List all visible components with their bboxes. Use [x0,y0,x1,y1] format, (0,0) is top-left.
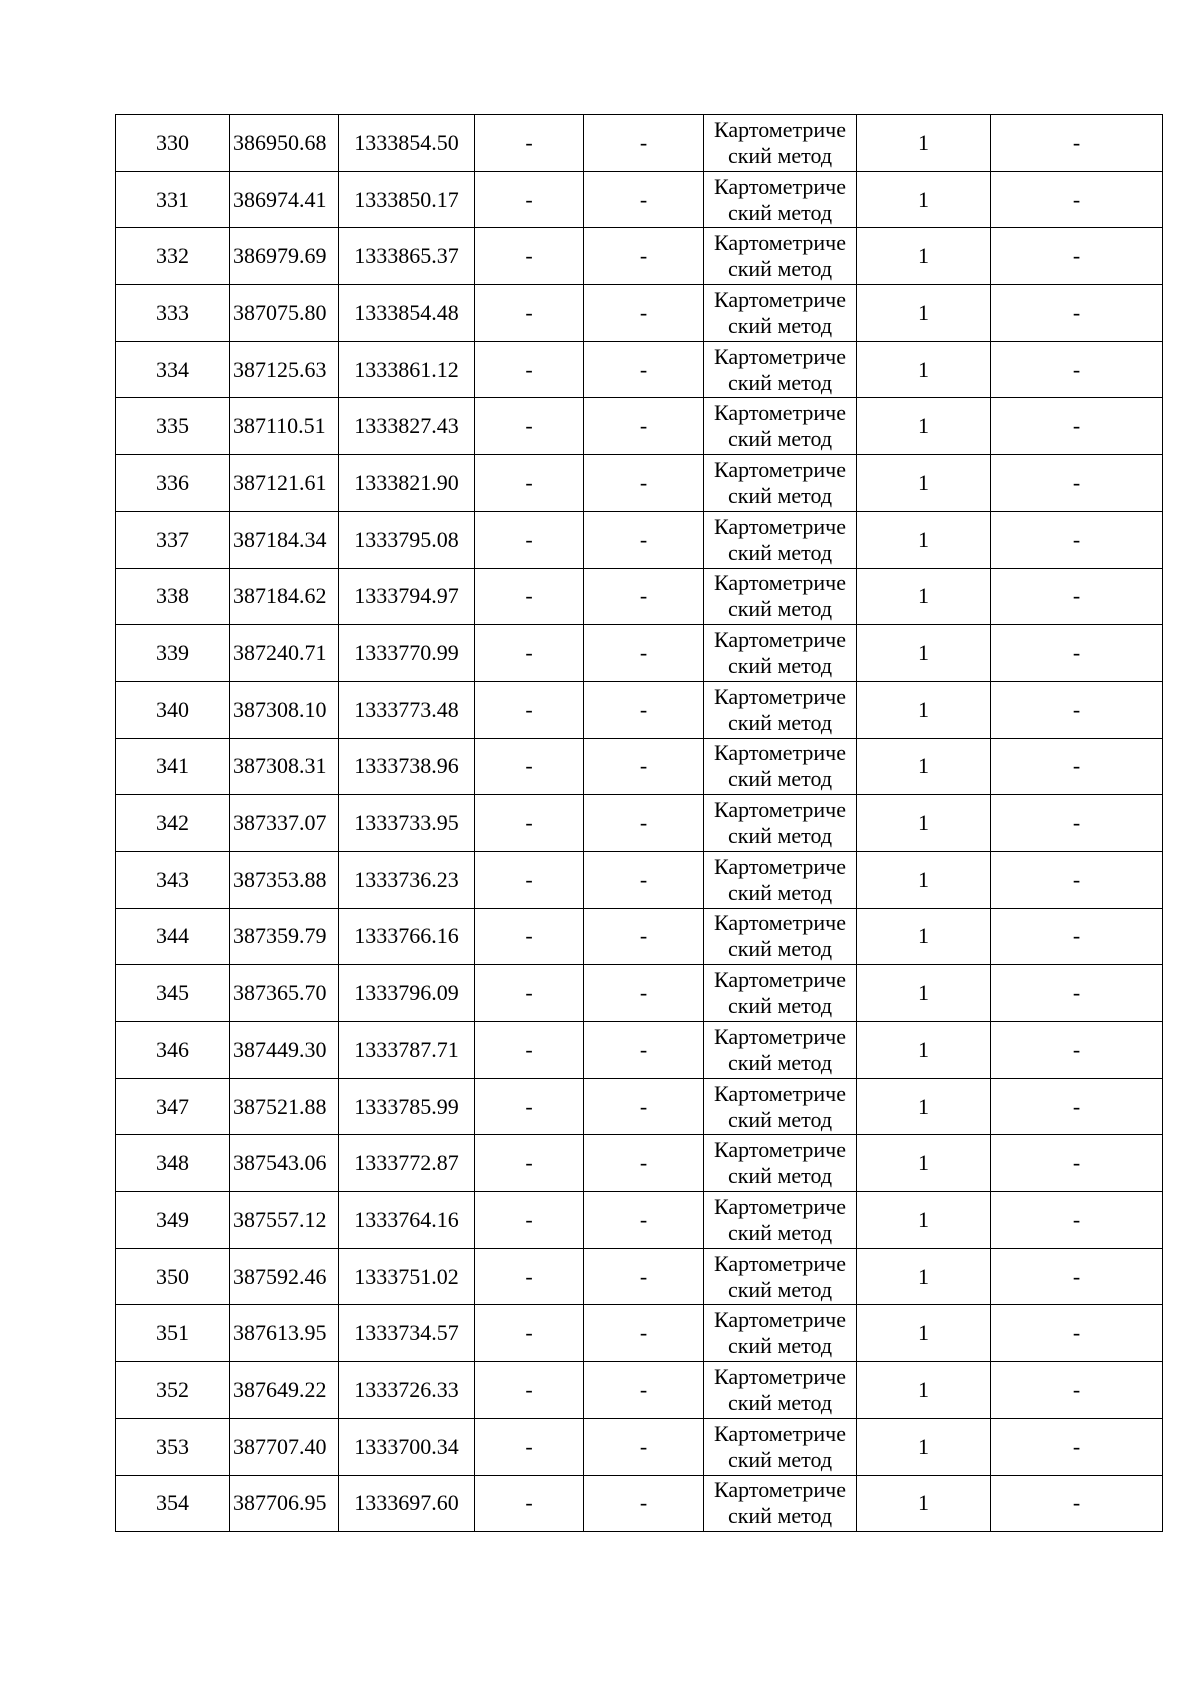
y-coordinate-cell: 1333821.90 [339,455,475,512]
table-row [116,1078,1163,1135]
method-cell [704,1248,857,1305]
point-number-cell: 335 [116,398,230,455]
dash-cell: - [475,1078,584,1135]
point-number-cell: 336 [116,455,230,512]
method-line-2: ский метод [727,1333,833,1359]
method-line-2: ский метод [727,1106,833,1132]
dash-cell: - [584,1022,704,1079]
dash-cell: - [991,738,1163,795]
dash-cell: - [475,228,584,285]
accuracy-cell: 1 [857,1305,991,1362]
accuracy-cell: 1 [857,1135,991,1192]
x-coordinate-cell: 387592.46 [230,1248,339,1305]
table-row [116,228,1163,285]
accuracy-cell: 1 [857,115,991,172]
method-line-1: Картометриче [714,456,846,482]
method-line-1: Картометриче [714,1420,846,1446]
dash-cell: - [584,285,704,342]
table-row [116,1192,1163,1249]
y-coordinate-cell: 1333785.99 [339,1078,475,1135]
table-row [116,965,1163,1022]
point-number-cell: 333 [116,285,230,342]
point-number-cell: 352 [116,1362,230,1419]
method-line-2: ский метод [727,709,833,735]
dash-cell: - [475,738,584,795]
y-coordinate-cell: 1333697.60 [339,1475,475,1532]
y-coordinate-cell: 1333787.71 [339,1022,475,1079]
method-line-2: ский метод [727,369,833,395]
y-coordinate-cell: 1333854.48 [339,285,475,342]
x-coordinate-cell: 387121.61 [230,455,339,512]
point-number-cell: 350 [116,1248,230,1305]
point-number-cell: 348 [116,1135,230,1192]
accuracy-cell: 1 [857,795,991,852]
method-line-1: Картометриче [714,740,846,766]
method-cell [704,795,857,852]
method-line-2: ский метод [727,1219,833,1245]
method-line-1: Картометриче [714,343,846,369]
method-line-2: ский метод [727,426,833,452]
method-cell [704,625,857,682]
method-line-1: Картометриче [714,116,846,142]
dash-cell: - [991,568,1163,625]
point-number-cell: 346 [116,1022,230,1079]
method-cell [704,115,857,172]
table-body [116,115,1163,1532]
point-number-cell: 343 [116,851,230,908]
method-cell [704,1418,857,1475]
dash-cell: - [475,625,584,682]
dash-cell: - [991,681,1163,738]
method-line-1: Картометриче [714,1307,846,1333]
method-line-1: Картометриче [714,1250,846,1276]
y-coordinate-cell: 1333865.37 [339,228,475,285]
method-cell [704,285,857,342]
dash-cell: - [584,511,704,568]
method-line-2: ский метод [727,1276,833,1302]
dash-cell: - [991,1022,1163,1079]
x-coordinate-cell: 387110.51 [230,398,339,455]
dash-cell: - [584,1135,704,1192]
method-line-2: ский метод [727,482,833,508]
dash-cell: - [584,1418,704,1475]
table-row [116,795,1163,852]
method-line-2: ский метод [727,1389,833,1415]
dash-cell: - [475,1418,584,1475]
dash-cell: - [475,285,584,342]
method-line-1: Картометриче [714,570,846,596]
dash-cell: - [584,398,704,455]
table-row [116,1418,1163,1475]
dash-cell: - [991,511,1163,568]
table-row [116,285,1163,342]
method-line-2: ский метод [727,879,833,905]
method-cell [704,681,857,738]
dash-cell: - [584,455,704,512]
accuracy-cell: 1 [857,965,991,1022]
y-coordinate-cell: 1333854.50 [339,115,475,172]
method-line-1: Картометриче [714,910,846,936]
dash-cell: - [584,625,704,682]
table-row [116,1305,1163,1362]
accuracy-cell: 1 [857,1078,991,1135]
dash-cell: - [584,341,704,398]
dash-cell: - [584,738,704,795]
x-coordinate-cell: 387125.63 [230,341,339,398]
x-coordinate-cell: 386979.69 [230,228,339,285]
table-row [116,625,1163,682]
method-line-1: Картометриче [714,286,846,312]
accuracy-cell: 1 [857,1248,991,1305]
y-coordinate-cell: 1333700.34 [339,1418,475,1475]
dash-cell: - [584,568,704,625]
dash-cell: - [584,1078,704,1135]
x-coordinate-cell: 387075.80 [230,285,339,342]
accuracy-cell: 1 [857,568,991,625]
table-row [116,681,1163,738]
table-row [116,511,1163,568]
method-cell [704,965,857,1022]
dash-cell: - [475,1135,584,1192]
method-cell [704,228,857,285]
method-cell [704,1475,857,1532]
point-number-cell: 344 [116,908,230,965]
dash-cell: - [475,1475,584,1532]
method-line-2: ский метод [727,142,833,168]
dash-cell: - [475,171,584,228]
method-cell [704,568,857,625]
accuracy-cell: 1 [857,228,991,285]
dash-cell: - [991,1475,1163,1532]
dash-cell: - [475,455,584,512]
method-line-1: Картометриче [714,797,846,823]
y-coordinate-cell: 1333772.87 [339,1135,475,1192]
table-row [116,341,1163,398]
table-row [116,171,1163,228]
accuracy-cell: 1 [857,851,991,908]
method-cell [704,171,857,228]
table-row [116,908,1163,965]
method-line-2: ский метод [727,1446,833,1472]
accuracy-cell: 1 [857,398,991,455]
dash-cell: - [584,908,704,965]
table-row [116,851,1163,908]
dash-cell: - [475,1362,584,1419]
dash-cell: - [991,625,1163,682]
point-number-cell: 340 [116,681,230,738]
y-coordinate-cell: 1333827.43 [339,398,475,455]
method-cell [704,738,857,795]
dash-cell: - [475,908,584,965]
method-cell [704,1022,857,1079]
x-coordinate-cell: 387706.95 [230,1475,339,1532]
y-coordinate-cell: 1333764.16 [339,1192,475,1249]
y-coordinate-cell: 1333773.48 [339,681,475,738]
method-cell [704,1078,857,1135]
method-line-2: ский метод [727,993,833,1019]
method-line-2: ский метод [727,766,833,792]
point-number-cell: 337 [116,511,230,568]
table-row [116,738,1163,795]
point-number-cell: 332 [116,228,230,285]
dash-cell: - [584,1475,704,1532]
coordinates-table [115,114,1163,1532]
method-cell [704,398,857,455]
method-line-2: ский метод [727,823,833,849]
dash-cell: - [991,1418,1163,1475]
y-coordinate-cell: 1333795.08 [339,511,475,568]
dash-cell: - [475,1192,584,1249]
x-coordinate-cell: 386974.41 [230,171,339,228]
dash-cell: - [991,1305,1163,1362]
method-line-1: Картометриче [714,513,846,539]
method-line-1: Картометриче [714,1193,846,1219]
dash-cell: - [475,965,584,1022]
point-number-cell: 354 [116,1475,230,1532]
dash-cell: - [991,285,1163,342]
table-row [116,455,1163,512]
dash-cell: - [991,115,1163,172]
accuracy-cell: 1 [857,738,991,795]
y-coordinate-cell: 1333736.23 [339,851,475,908]
dash-cell: - [991,1362,1163,1419]
method-line-1: Картометриче [714,683,846,709]
x-coordinate-cell: 387649.22 [230,1362,339,1419]
x-coordinate-cell: 387184.34 [230,511,339,568]
point-number-cell: 353 [116,1418,230,1475]
point-number-cell: 345 [116,965,230,1022]
method-cell [704,1192,857,1249]
table-row [116,568,1163,625]
accuracy-cell: 1 [857,681,991,738]
dash-cell: - [584,681,704,738]
point-number-cell: 330 [116,115,230,172]
dash-cell: - [991,1135,1163,1192]
dash-cell: - [475,795,584,852]
method-line-1: Картометриче [714,627,846,653]
point-number-cell: 339 [116,625,230,682]
y-coordinate-cell: 1333861.12 [339,341,475,398]
point-number-cell: 341 [116,738,230,795]
dash-cell: - [475,851,584,908]
method-cell [704,1362,857,1419]
dash-cell: - [475,568,584,625]
method-cell [704,908,857,965]
dash-cell: - [991,228,1163,285]
method-line-2: ский метод [727,199,833,225]
x-coordinate-cell: 387365.70 [230,965,339,1022]
y-coordinate-cell: 1333733.95 [339,795,475,852]
method-line-2: ский метод [727,1163,833,1189]
method-line-1: Картометриче [714,1363,846,1389]
method-line-2: ский метод [727,312,833,338]
y-coordinate-cell: 1333770.99 [339,625,475,682]
dash-cell: - [584,1305,704,1362]
dash-cell: - [991,908,1163,965]
accuracy-cell: 1 [857,1022,991,1079]
dash-cell: - [475,398,584,455]
dash-cell: - [991,1248,1163,1305]
y-coordinate-cell: 1333751.02 [339,1248,475,1305]
x-coordinate-cell: 387308.31 [230,738,339,795]
x-coordinate-cell: 387308.10 [230,681,339,738]
accuracy-cell: 1 [857,908,991,965]
point-number-cell: 347 [116,1078,230,1135]
method-line-2: ский метод [727,1503,833,1529]
point-number-cell: 331 [116,171,230,228]
method-line-1: Картометриче [714,173,846,199]
table-row [116,1135,1163,1192]
y-coordinate-cell: 1333726.33 [339,1362,475,1419]
x-coordinate-cell: 387521.88 [230,1078,339,1135]
dash-cell: - [991,851,1163,908]
table-row [116,1362,1163,1419]
method-line-1: Картометриче [714,967,846,993]
dash-cell: - [584,965,704,1022]
dash-cell: - [584,1248,704,1305]
y-coordinate-cell: 1333796.09 [339,965,475,1022]
accuracy-cell: 1 [857,285,991,342]
method-line-1: Картометриче [714,853,846,879]
dash-cell: - [584,851,704,908]
table-row [116,1475,1163,1532]
x-coordinate-cell: 387353.88 [230,851,339,908]
accuracy-cell: 1 [857,625,991,682]
x-coordinate-cell: 386950.68 [230,115,339,172]
x-coordinate-cell: 387184.62 [230,568,339,625]
dash-cell: - [584,115,704,172]
method-cell [704,1305,857,1362]
dash-cell: - [475,1305,584,1362]
dash-cell: - [991,795,1163,852]
method-line-2: ский метод [727,539,833,565]
table-row [116,1248,1163,1305]
y-coordinate-cell: 1333738.96 [339,738,475,795]
y-coordinate-cell: 1333850.17 [339,171,475,228]
method-cell [704,851,857,908]
method-line-1: Картометриче [714,1137,846,1163]
method-line-2: ский метод [727,596,833,622]
table-row [116,115,1163,172]
dash-cell: - [475,681,584,738]
x-coordinate-cell: 387543.06 [230,1135,339,1192]
accuracy-cell: 1 [857,171,991,228]
accuracy-cell: 1 [857,341,991,398]
x-coordinate-cell: 387240.71 [230,625,339,682]
method-cell [704,341,857,398]
dash-cell: - [584,1362,704,1419]
dash-cell: - [991,1192,1163,1249]
point-number-cell: 351 [116,1305,230,1362]
dash-cell: - [475,1248,584,1305]
x-coordinate-cell: 387337.07 [230,795,339,852]
dash-cell: - [584,228,704,285]
x-coordinate-cell: 387359.79 [230,908,339,965]
dash-cell: - [991,341,1163,398]
dash-cell: - [991,965,1163,1022]
method-line-1: Картометриче [714,1080,846,1106]
point-number-cell: 338 [116,568,230,625]
x-coordinate-cell: 387557.12 [230,1192,339,1249]
dash-cell: - [584,1192,704,1249]
point-number-cell: 334 [116,341,230,398]
accuracy-cell: 1 [857,511,991,568]
table-row [116,1022,1163,1079]
dash-cell: - [991,455,1163,512]
x-coordinate-cell: 387449.30 [230,1022,339,1079]
table-row [116,398,1163,455]
dash-cell: - [475,511,584,568]
dash-cell: - [584,795,704,852]
accuracy-cell: 1 [857,1192,991,1249]
accuracy-cell: 1 [857,1418,991,1475]
x-coordinate-cell: 387613.95 [230,1305,339,1362]
dash-cell: - [991,171,1163,228]
method-line-1: Картометриче [714,1477,846,1503]
dash-cell: - [475,1022,584,1079]
accuracy-cell: 1 [857,455,991,512]
dash-cell: - [991,398,1163,455]
method-line-1: Картометриче [714,1023,846,1049]
dash-cell: - [475,341,584,398]
method-line-2: ский метод [727,653,833,679]
method-line-2: ский метод [727,256,833,282]
y-coordinate-cell: 1333794.97 [339,568,475,625]
method-line-2: ский метод [727,936,833,962]
method-line-2: ский метод [727,1049,833,1075]
dash-cell: - [475,115,584,172]
accuracy-cell: 1 [857,1362,991,1419]
accuracy-cell: 1 [857,1475,991,1532]
point-number-cell: 349 [116,1192,230,1249]
method-cell [704,1135,857,1192]
method-cell [704,511,857,568]
dash-cell: - [991,1078,1163,1135]
method-line-1: Картометриче [714,400,846,426]
y-coordinate-cell: 1333734.57 [339,1305,475,1362]
method-cell [704,455,857,512]
y-coordinate-cell: 1333766.16 [339,908,475,965]
method-line-1: Картометриче [714,230,846,256]
point-number-cell: 342 [116,795,230,852]
x-coordinate-cell: 387707.40 [230,1418,339,1475]
dash-cell: - [584,171,704,228]
